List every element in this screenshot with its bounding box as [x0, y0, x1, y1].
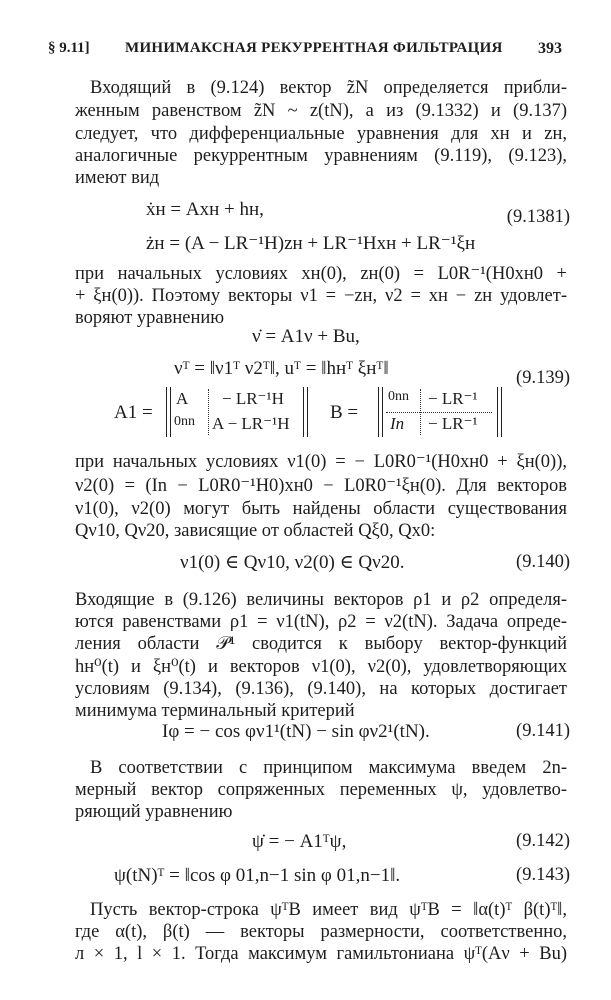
equation-number: (9.140): [516, 552, 570, 572]
text-line: воряют уравнению: [75, 308, 225, 328]
matrix-a1-divider: [208, 389, 209, 435]
text-line: аналогичные рекуррентным уравнениям (9.119), (9.123),: [75, 146, 567, 166]
equation-number: (9.143): [516, 865, 570, 885]
text-line: условиям (9.134), (9.136), (9.140), на которых достигает: [75, 679, 567, 699]
equation-9-139-line2: νᵀ = ‖ν1ᵀ ν2ᵀ‖, uᵀ = ‖hнᵀ ξнᵀ‖: [174, 358, 389, 379]
text-line: В соответствии с принципом максимума введем 2n-: [90, 758, 567, 778]
section-marker: § 9.11]: [48, 40, 90, 56]
text-line: где α(t), β(t) — векторы размерности, соответственно,: [75, 922, 567, 942]
matrix-b-cell: In: [390, 414, 405, 433]
matrix-b-cell: 0nn: [388, 389, 409, 404]
equation-9-139-line1: ν̇ = A1ν + Bu,: [252, 326, 360, 347]
text-line: ются равенствами ρ1 = ν1(tN), ρ2 = ν2(tN). Задача опреде-: [75, 612, 567, 632]
text-line: л × 1, l × 1. Тогда максимум гамильтониана ψᵀ(Aν + Bu): [75, 944, 567, 964]
text-line: Входящие в (9.126) величины векторов ρ1 и ρ2 определя-: [75, 590, 567, 610]
text-line: мерный вектор сопряженных переменных ψ, удовлетво-: [75, 780, 567, 800]
running-title: МИНИМАКСНАЯ РЕКУРРЕНТНАЯ ФИЛЬТРАЦИЯ: [125, 40, 503, 56]
text-line: при начальных условиях ν1(0) = − L0R0⁻¹(H0xн0 + ξн(0)),: [75, 452, 567, 472]
equation-9-142: ψ̇ = − A1ᵀψ,: [252, 831, 347, 852]
text-line: Пусть вектор-строка ψᵀB имеет вид ψᵀB = ‖α(t)ᵀ β(t)ᵀ‖,: [90, 900, 567, 920]
text-line: ряющий уравнению: [75, 802, 233, 822]
text-line: минимума терминальный критерий: [75, 701, 355, 721]
equation-9-141: Iφ = − cos φν1¹(tN) − sin φν2¹(tN).: [162, 721, 430, 742]
equation-9-140: ν1(0) ∈ Qν10, ν2(0) ∈ Qν20.: [180, 552, 405, 573]
matrix-b-cell: − LR⁻¹: [428, 414, 478, 433]
equation-9-143: ψ(tN)ᵀ = ‖cos φ 01,n−1 sin φ 01,n−1‖.: [114, 865, 401, 886]
text-line: Входящий в (9.124) вектор z̃N определяется прибли-: [90, 78, 567, 98]
text-line: женным равенством z̃N ~ z(tN), а из (9.1332) и (9.137): [75, 101, 567, 121]
text-line: имеют вид: [75, 168, 160, 188]
text-line: hн⁰(t) и ξн⁰(t) и векторов ν1(0), ν2(0), удовлетворяющих: [75, 657, 567, 677]
text-line: ν2(0) = (In − L0R0⁻¹H0)xн0 − L0R0⁻¹ξн(0). Для векторов: [75, 476, 567, 496]
text-line: при начальных условиях xн(0), zн(0) = L0R⁻¹(H0xн0 +: [75, 264, 567, 284]
matrix-a1-cell: − LR⁻¹H: [222, 389, 284, 408]
page-number: 393: [538, 40, 562, 57]
text-line: Qν10, Qν20, зависящие от областей Qξ0, Qx0:: [75, 521, 436, 541]
equation-number: (9.141): [516, 721, 570, 741]
equation-9-138-line2: żн = (A − LR⁻¹H)zн + LR⁻¹Hxн + LR⁻¹ξн: [146, 233, 476, 254]
matrix-a1-cell: A − LR⁻¹H: [212, 414, 290, 433]
text-line: ν1(0), ν2(0) могут быть найдены области существования: [75, 499, 567, 519]
equation-number: (9.139): [516, 368, 570, 388]
matrix-a1-cell: A: [176, 389, 189, 408]
equation-9-138-line1: ẋн = Axн + hн,: [146, 199, 264, 220]
text-line: следует, что дифференциальные уравнения для xн и zн,: [75, 124, 567, 144]
matrix-b-hdivider: [386, 412, 492, 413]
matrix-a1-cell: 0nn: [174, 414, 195, 429]
equation-number: (9.1381): [506, 207, 570, 227]
matrix-b-cell: − LR⁻¹: [428, 389, 478, 408]
matrix-a1-label: A1 =: [114, 402, 153, 423]
text-line: ления области 𝒫¹ сводится к выбору вектор-функций: [75, 634, 567, 654]
text-line: + ξн(0)). Поэтому векторы ν1 = −zн, ν2 = xн − zн удовлет-: [75, 286, 567, 306]
matrix-b-label: B =: [330, 402, 359, 423]
equation-number: (9.142): [516, 831, 570, 851]
